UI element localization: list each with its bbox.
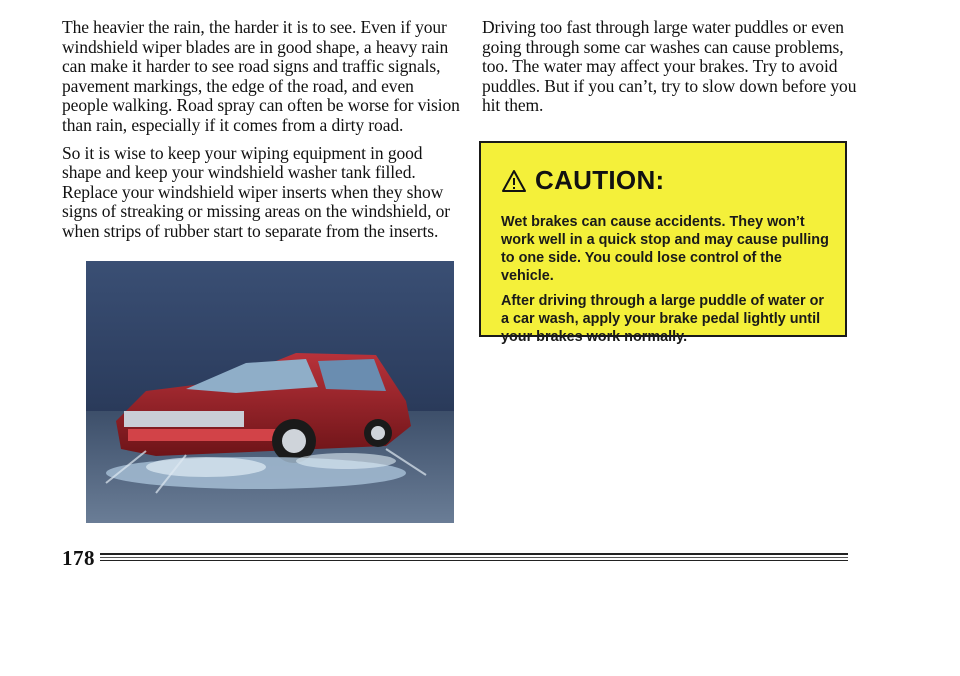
paragraph-wiper-maintenance: So it is wise to keep your wiping equipment in good shape and keep your windshield washer tank filled. Replace your windshield wiper inserts when they show signs of streaking or missing areas on the windshield, or when strips of rubber start to separate from the inserts. — [62, 142, 450, 241]
footer-rule — [100, 553, 848, 561]
caution-title: CAUTION: — [535, 165, 665, 195]
right-column — [482, 18, 862, 124]
caution-box — [479, 141, 847, 345]
caution-body — [501, 213, 833, 353]
paragraph-puddles: Driving too fast through large water puddles or even going through some car washes can cause problems, too. The water may affect your brakes. Try to avoid puddles. But if you can’t, try to slow down before you hit them. — [482, 17, 857, 116]
page-number: 178 — [62, 546, 95, 570]
caution-paragraph-wet-brakes: Wet brakes can cause accidents. They won’t work well in a quick stop and may cause pulling to one side. You could lose control of the vehicle. — [501, 214, 829, 284]
paragraph-rain-visibility: The heavier the rain, the harder it is to see. Even if your windshield wiper blades are in good shape, a heavy rain can make it harder to see road signs and traffic signals, pavement markings, the edge of the road, and even people walking. Road spray can often be worse for vision than rain, especially if it comes from a dirty road. — [62, 17, 460, 135]
car-splash-photo — [86, 261, 454, 523]
caution-header — [501, 165, 665, 196]
warning-triangle-icon — [501, 169, 527, 193]
caution-paragraph-after-puddle: After driving through a large puddle of water or a car wash, apply your brake pedal lightly until your brakes work normally. — [501, 293, 825, 345]
left-column — [62, 18, 460, 250]
